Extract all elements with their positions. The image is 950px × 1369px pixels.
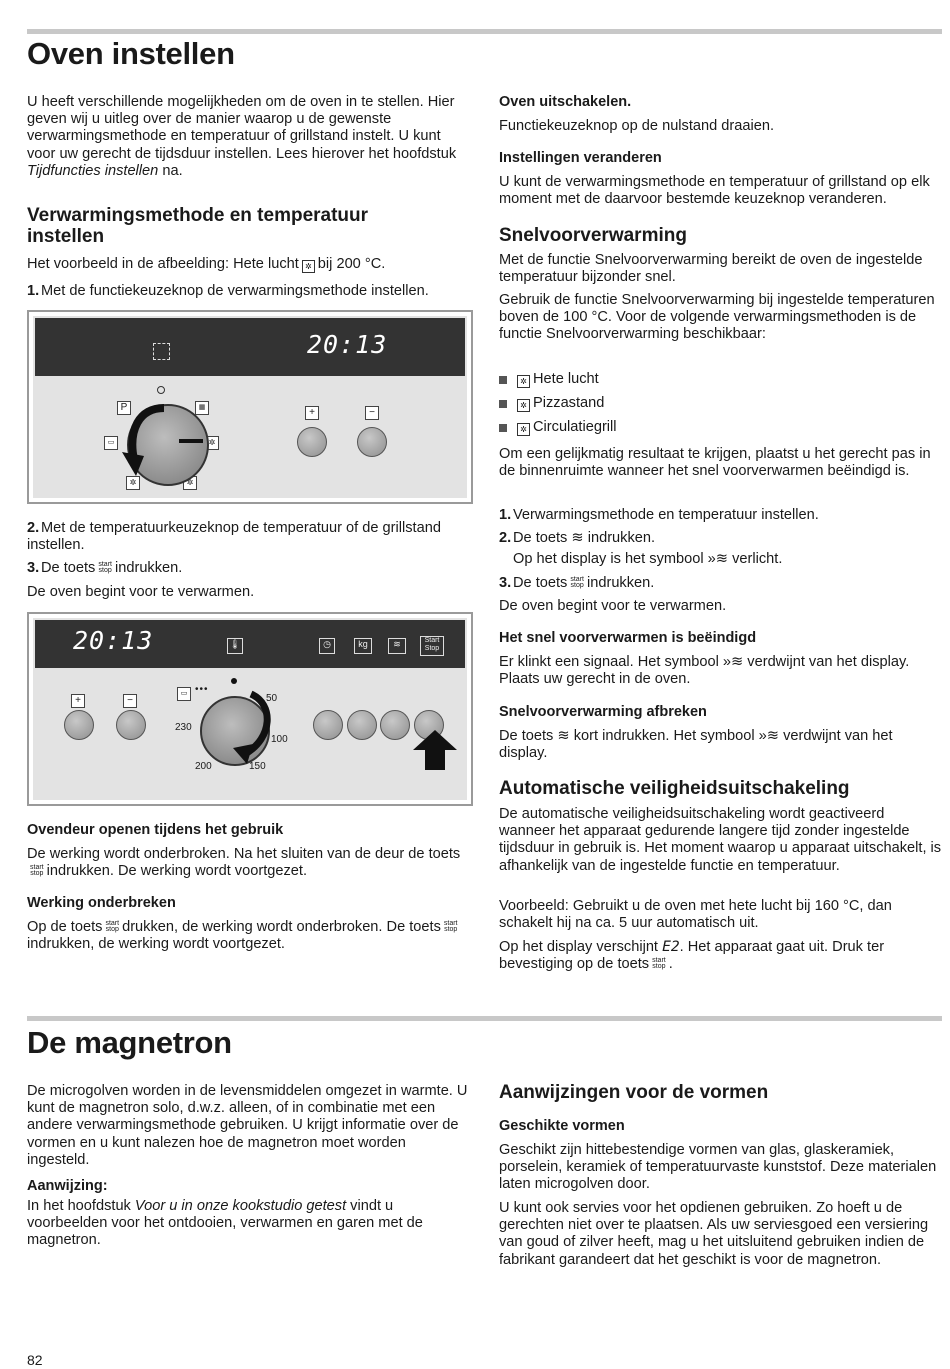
bullet-text: Hete lucht xyxy=(533,371,599,387)
heading-abort-preheat: Snelvoorverwarming afbreken xyxy=(499,704,707,720)
temp-label-100: 100 xyxy=(271,734,288,745)
bullet-pizza xyxy=(514,395,604,412)
bullet-marker xyxy=(499,424,507,432)
up-arrow-icon xyxy=(413,730,457,770)
temp-label-200: 200 xyxy=(195,761,212,772)
start-label: start xyxy=(30,864,44,872)
start-stop-icon xyxy=(98,562,112,574)
stop-label: stop xyxy=(570,582,584,590)
oven-control-panel-figure-1 xyxy=(27,310,473,504)
rapid-preheat-p1: Met de functie Snelvoorverwarming bereikt de oven de ingestelde temperatuur bijzonder snel. xyxy=(499,252,923,286)
section-title-oven: Oven instellen xyxy=(27,36,235,71)
display-time: 20:13 xyxy=(73,626,154,655)
rapid-step-3 xyxy=(499,575,654,592)
step-number: 2. xyxy=(499,530,512,546)
program-symbol: P xyxy=(117,401,131,415)
hot-air-icon: ✲ xyxy=(302,260,315,273)
heading-pause: Werking onderbreken xyxy=(27,895,176,911)
intro-text: U heeft verschillende mogelijkheden om de oven in te stellen. Hier geven wij u uitleg over de manier waarop u de gewenste verwarmingsmethode en temperatuur of grillstand instelt. U kunt voor uw gerecht de tijdsduur instellen. Lees hierover het hoofdstuk xyxy=(27,94,457,162)
intro-italic: Tijdfuncties instellen xyxy=(27,162,159,179)
grill-symbol: ▦ xyxy=(195,401,209,415)
pause-paragraph xyxy=(27,919,467,953)
start-stop-icon xyxy=(105,921,119,933)
display-bar xyxy=(35,318,465,376)
suitable-dishes-p1: Geschikt zijn hittebestendige vormen van glas, glaskeramiek, porselein, keramiek of temperatuurvaste kunststof. Deze materialen laten microgolven door. xyxy=(499,1142,937,1193)
safety-p1: De automatische veiligheidsuitschakeling wordt geactiveerd wanneer het apparaat gedurende langere tijd zonder ingestelde tijdsduur in gebruik is. Het moment waarop u apparaat uitschakelt, is afhankelijk van de ingestelde functie en temperatuur. xyxy=(499,806,942,874)
hot-air-icon: ✲ xyxy=(517,375,530,388)
door-paragraph xyxy=(27,846,467,880)
heading-heating-method: Verwarmingsmethode en temperatuur instellen xyxy=(27,205,369,247)
rapid-step-2 xyxy=(499,530,655,547)
step-text: Verwarmingsmethode en temperatuur instellen. xyxy=(513,507,819,523)
minus-symbol: − xyxy=(365,406,379,420)
circulation-grill-icon: ✲ xyxy=(517,423,530,436)
heading-change-settings: Instellingen veranderen xyxy=(499,150,662,166)
rapid-result: De oven begint voor te verwarmen. xyxy=(499,598,727,614)
example-text: Het voorbeeld in de afbeelding: Hete lucht xyxy=(27,256,299,272)
rapid-step-1 xyxy=(499,507,819,524)
oven-light-icon xyxy=(153,343,170,360)
step-text: Met de temperatuurkeuzeknop de temperatuur of de grillstand instellen. xyxy=(27,520,441,554)
plus-button[interactable] xyxy=(64,710,94,740)
zero-position-marker xyxy=(157,386,165,394)
stop-label: stop xyxy=(444,926,458,934)
step-text: De toets xyxy=(513,530,568,546)
stop-label: stop xyxy=(652,963,666,971)
temperature-scale-dots: ••• xyxy=(195,684,209,695)
safety-p3 xyxy=(499,938,939,973)
step-number: 3. xyxy=(27,560,40,576)
thermometer-icon: 🌡 xyxy=(227,638,243,654)
bullet-marker xyxy=(499,400,507,408)
page-number: 82 xyxy=(27,1352,43,1368)
stop-label: stop xyxy=(105,926,119,934)
sub-text-end: verlicht. xyxy=(732,551,783,567)
heading-dish-guidance: Aanwijzingen voor de vormen xyxy=(499,1082,769,1103)
start-label: start xyxy=(105,920,120,928)
rapid-heat-button[interactable] xyxy=(380,710,410,740)
oven-control-panel-figure-2 xyxy=(27,612,473,806)
pause-text-end: indrukken, de werking wordt voortgezet. xyxy=(27,936,285,953)
step-2 xyxy=(27,520,447,554)
weight-icon: kg xyxy=(354,638,372,654)
rotate-arrow-icon xyxy=(114,400,184,480)
weight-button[interactable] xyxy=(347,710,377,740)
light-symbol: ▭ xyxy=(177,687,191,701)
minus-symbol: − xyxy=(123,694,137,708)
timer-button[interactable] xyxy=(313,710,343,740)
start-stop-icon xyxy=(444,921,458,933)
step-number: 3. xyxy=(499,575,512,591)
minus-button[interactable] xyxy=(116,710,146,740)
start-label: Start xyxy=(424,637,440,644)
step-text: De toets xyxy=(513,575,568,591)
bullet-text: Pizzastand xyxy=(533,395,605,411)
bullet-text: Circulatiegrill xyxy=(533,419,617,435)
step-number: 2. xyxy=(27,520,40,536)
example-text-end: bij 200 °C. xyxy=(317,256,386,272)
plus-symbol: + xyxy=(71,694,85,708)
step-text-end: indrukken. xyxy=(586,575,655,591)
pause-text-mid: drukken, de werking wordt onderbroken. De toets xyxy=(122,919,441,935)
heading-suitable-dishes: Geschikte vormen xyxy=(499,1118,625,1134)
safety-text: Op het display verschijnt xyxy=(499,939,658,955)
rapid-preheat-p2: Gebruik de functie Snelvoorverwarming bij ingestelde temperaturen boven de 100 °C. Voor de volgende verwarmingsmethoden is de functie Snelvoorverwarming beschikbaar: xyxy=(499,292,935,343)
rapid-step-2-sub xyxy=(513,551,782,568)
bullet-circulation-grill xyxy=(514,419,617,436)
step-number: 1. xyxy=(499,507,512,523)
temp-label-230: 230 xyxy=(175,722,192,733)
intro-paragraph xyxy=(27,94,467,180)
step-text-end: indrukken. xyxy=(587,530,656,546)
safety-text-mid: . Het apparaat gaat uit. Druk ter bevestiging op de toets xyxy=(499,939,885,973)
done-text: Er klinkt een signaal. Het symbool » xyxy=(499,654,731,670)
hot-air-symbol: ✲ xyxy=(205,436,219,450)
heading-oven-off: Oven uitschakelen. xyxy=(499,94,632,110)
bullet-marker xyxy=(499,376,507,384)
rapid-heat-symbol-icon: ≋ xyxy=(715,551,729,567)
start-stop-icon xyxy=(570,577,584,589)
abort-text: De toets xyxy=(499,728,554,744)
section-rule-bottom xyxy=(27,1016,942,1021)
rapid-heat-symbol-icon: ≋ xyxy=(731,654,744,670)
heading-rapid-preheat: Snelvoorverwarming xyxy=(499,225,687,246)
circulation-grill-symbol: ✲ xyxy=(183,476,197,490)
start-label: start xyxy=(443,920,458,928)
plus-button[interactable] xyxy=(297,427,327,457)
example-line xyxy=(27,256,385,273)
preheat-done-text xyxy=(499,654,944,688)
step-text: Met de functiekeuzeknop de verwarmingsmethode instellen. xyxy=(41,283,429,299)
suitable-dishes-p2: U kunt ook servies voor het opdienen gebruiken. Zo hoeft u de gerechten niet over te plaatsen. Als uw serviesgoed een versiering van goud of zilver heeft, mag u het uitsluitend gebruiken indien de fabrikant garandeert dat het geschikt is voor de magnetron. xyxy=(499,1200,929,1268)
start-label: start xyxy=(652,957,666,965)
door-text-end: indrukken. De werking wordt voortgezet. xyxy=(46,863,308,880)
safety-p2: Voorbeeld: Gebruikt u de oven met hete lucht bij 160 °C, dan schakelt hij na ca. 5 uur automatisch uit. xyxy=(499,898,892,932)
oven-off-text: Functiekeuzeknop op de nulstand draaien. xyxy=(499,118,775,134)
heading-safety-shutoff: Automatische veiligheidsuitschakeling xyxy=(499,778,850,799)
minus-button[interactable] xyxy=(357,427,387,457)
note-italic: Voor u in onze kookstudio getest xyxy=(134,1198,347,1214)
stop-label: Stop xyxy=(424,645,440,652)
rapid-heat-symbol-icon: ≋ xyxy=(766,728,779,744)
knob-marker-dot xyxy=(231,678,237,684)
rapid-heat-key-icon: ≋ xyxy=(571,530,584,546)
step-1 xyxy=(27,283,429,300)
rapid-heat-icon: ≋ xyxy=(388,638,406,654)
abort-text-mid: kort indrukken. Het symbool » xyxy=(573,728,767,744)
error-code: E2 xyxy=(662,938,680,955)
start-label: start xyxy=(98,561,112,569)
pizza-setting-icon: ✲ xyxy=(517,399,530,412)
heading-note: Aanwijzing: xyxy=(27,1178,108,1194)
heading-preheat-done: Het snel voorverwarmen is beëindigd xyxy=(499,630,757,646)
sub-text: Op het display is het symbool » xyxy=(513,551,716,567)
display-time: 20:13 xyxy=(307,330,388,359)
heading-door-open: Ovendeur openen tijdens het gebruik xyxy=(27,822,284,838)
temp-label-50: 50 xyxy=(266,693,278,704)
defrost-symbol: ✲ xyxy=(126,476,140,490)
abort-preheat-text xyxy=(499,728,939,762)
pause-text: Op de toets xyxy=(27,919,103,935)
result-text: De oven begint voor te verwarmen. xyxy=(27,584,255,600)
start-stop-display-icon xyxy=(420,636,444,656)
start-stop-icon xyxy=(652,958,666,970)
rapid-heat-key-icon: ≋ xyxy=(557,728,570,744)
bottom-heat-symbol: ▭ xyxy=(104,436,118,450)
section-rule-top xyxy=(27,29,942,34)
stop-label: stop xyxy=(30,870,44,878)
stop-label: stop xyxy=(98,567,112,575)
start-label: start xyxy=(570,576,584,584)
step-number: 1. xyxy=(27,283,40,299)
step-3 xyxy=(27,560,182,577)
note-paragraph xyxy=(27,1198,467,1250)
magnetron-intro: De microgolven worden in de levensmiddelen omgezet in warmte. U kunt de magnetron solo, d.w.z. alleen, of in combinatie met een andere verwarmingsmethode gebruiken. U krijgt informatie over de vormen en u kunt nalezen hoe de magnetron moet worden ingesteld. xyxy=(27,1083,468,1168)
rapid-preheat-p3: Om een gelijkmatig resultaat te krijgen, plaatst u het gerecht pas in de binnenruimte wanneer het snel voorverwarmen beëindigd is. xyxy=(499,446,931,480)
temp-label-150: 150 xyxy=(249,761,266,772)
safety-text-end: . xyxy=(668,956,673,973)
note-text: In het hoofdstuk xyxy=(27,1198,135,1214)
section-title-magnetron: De magnetron xyxy=(27,1025,232,1060)
done-text-end: verdwijnt van het display. Plaats uw gerecht in de oven. xyxy=(499,654,910,688)
clock-icon: ◷ xyxy=(319,638,335,654)
door-text: De werking wordt onderbroken. Na het sluiten van de deur de toets xyxy=(27,846,461,862)
abort-text-end: verdwijnt van het display. xyxy=(499,728,893,762)
bullet-hot-air xyxy=(514,371,599,388)
change-settings-text: U kunt de verwarmingsmethode en temperatuur of grillstand op elk moment met de daarvoor bestemde keuzeknop veranderen. xyxy=(499,174,930,208)
start-stop-icon xyxy=(30,865,44,877)
step-text: De toets xyxy=(41,560,96,576)
plus-symbol: + xyxy=(305,406,319,420)
note-text-end: vindt u voorbeelden voor het ontdooien, verwarmen en garen met de magnetron. xyxy=(27,1198,423,1249)
intro-text-end: na. xyxy=(158,162,183,179)
step-text-end: indrukken. xyxy=(114,560,183,576)
